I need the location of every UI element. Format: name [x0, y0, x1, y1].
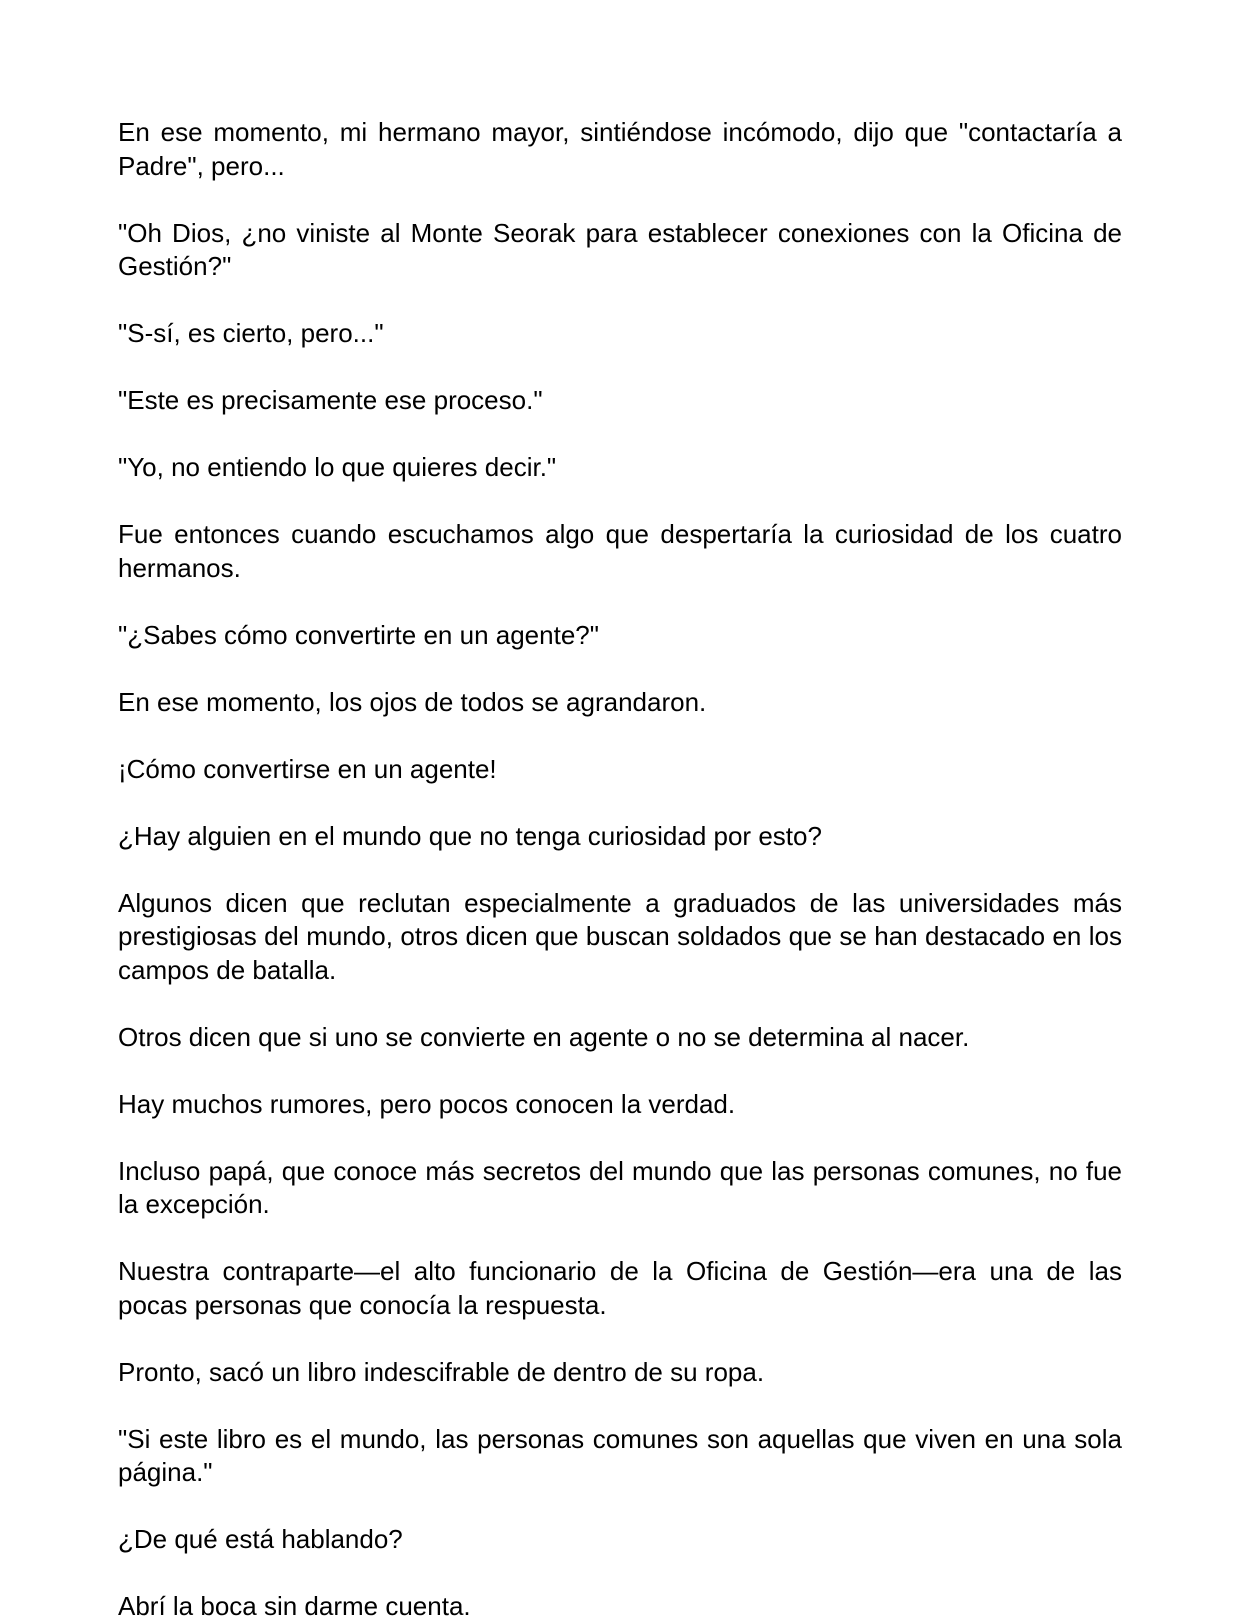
- paragraph: En ese momento, mi hermano mayor, sintiéndose incómodo, dijo que "contactaría a Padre", pero...: [118, 117, 1122, 181]
- paragraph: ¡Cómo convertirse en un agente!: [118, 753, 497, 784]
- paragraph: Incluso papá, que conoce más secretos del mundo que las personas comunes, no fue la excepción.: [118, 1155, 1122, 1219]
- text-body: [118, 116, 1122, 1620]
- paragraph: "Si este libro es el mundo, las personas comunes son aquellas que viven en una sola página.": [118, 1423, 1122, 1487]
- paragraph: "Oh Dios, ¿no viniste al Monte Seorak para establecer conexiones con la Oficina de Gestión?": [118, 217, 1122, 281]
- paragraph: Pronto, sacó un libro indescifrable de dentro de su ropa.: [118, 1356, 765, 1387]
- paragraph: Hay muchos rumores, pero pocos conocen la verdad.: [118, 1088, 736, 1119]
- paragraph: "S-sí, es cierto, pero...": [118, 318, 384, 348]
- paragraph: ¿Hay alguien en el mundo que no tenga curiosidad por esto?: [118, 820, 822, 851]
- paragraph: "Este es precisamente ese proceso.": [118, 385, 543, 415]
- paragraph: Otros dicen que si uno se convierte en agente o no se determina al nacer.: [118, 1021, 970, 1052]
- paragraph: Nuestra contraparte—el alto funcionario de la Oficina de Gestión—era una de las pocas personas que conocía la respuesta.: [118, 1256, 1122, 1320]
- paragraph: "¿Sabes cómo convertirte en un agente?": [118, 619, 599, 650]
- paragraph: Algunos dicen que reclutan especialmente a graduados de las universidades más prestigiosas del mundo, otros dicen que buscan soldados que se han destacado en los campos de batalla.: [118, 887, 1122, 985]
- paragraph: En ese momento, los ojos de todos se agrandaron.: [118, 686, 707, 717]
- paragraph: ¿De qué está hablando?: [118, 1524, 403, 1554]
- paragraph: Abrí la boca sin darme cuenta.: [118, 1591, 471, 1620]
- paragraph: Fue entonces cuando escuchamos algo que despertaría la curiosidad de los cuatro hermanos.: [118, 519, 1122, 583]
- paragraph: "Yo, no entiendo lo que quieres decir.": [118, 452, 557, 482]
